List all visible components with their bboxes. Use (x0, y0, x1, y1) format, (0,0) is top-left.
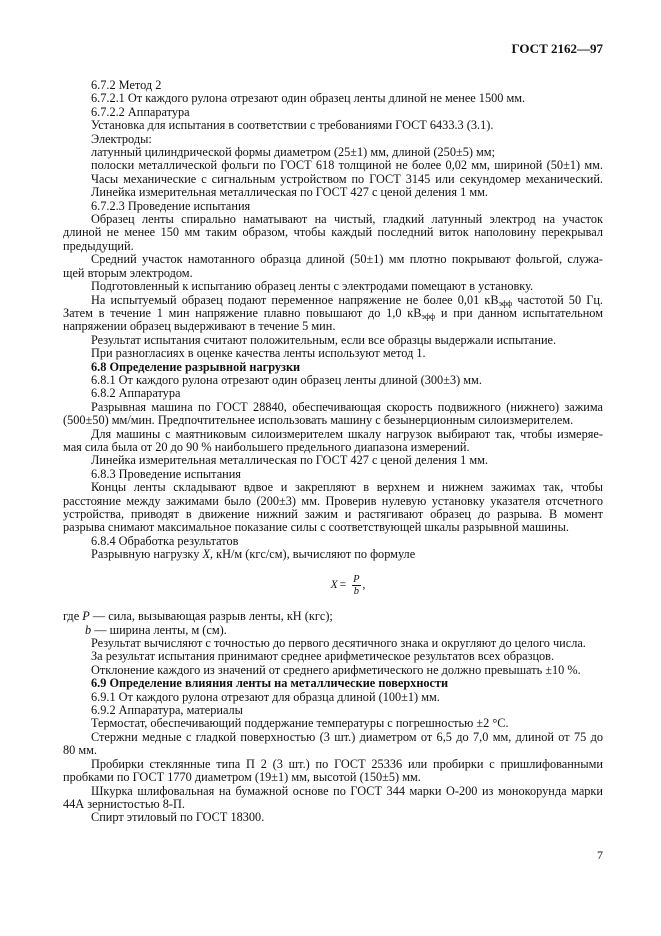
text-line (63, 637, 603, 650)
text-segment: 6.9.1 От каждого рулона отрезают для образца длиной (100±1) мм. (91, 689, 440, 704)
text-line (63, 200, 603, 213)
text-segment: напряжении образец выдерживают в течение 5 мин. (63, 319, 336, 334)
text-line (63, 771, 603, 784)
formula-equals: = (339, 579, 347, 592)
text-segment: разрыва снимают максимальное показание силы с соответствующей шкалы разрывной машины. (63, 520, 569, 535)
text-line (63, 347, 603, 360)
text-segment: щей вторым электродом. (63, 265, 193, 280)
text-line (63, 213, 603, 226)
text-segment: Пробирки стеклянные типа П 2 (3 шт.) по ГОСТ 25336 или пробирки с пришлифованными (91, 756, 603, 771)
text-line (63, 92, 603, 105)
text-line (63, 294, 603, 307)
text-segment: Отклонение каждого из значений от среднего арифметического не должно превышать ±10 %. (91, 662, 581, 677)
text-line (63, 481, 603, 494)
text-line (63, 401, 603, 414)
text-segment: Разрывная машина по ГОСТ 28840, обеспечивающая скорость подвижного (нижнего) зажима (91, 399, 603, 414)
text-segment: (500±50) мм/мин. Предпочтительнее использовать машину с безынерционным силоизмерителем. (63, 413, 574, 428)
text-line (63, 267, 603, 280)
text-line (63, 731, 603, 744)
text-segment: 80 мм. (63, 743, 98, 758)
text-segment: устройства, приводят в движение нижний зажим и растягивают образец до разрыва. В момент (63, 507, 603, 521)
text-segment: Установка для испытания в соответствии с требованиями ГОСТ 6433.3 (3.1). (91, 118, 494, 133)
text-line (63, 454, 603, 467)
text-segment: Шкурка шлифовальная на бумажной основе по ГОСТ 344 марки О-200 из монокорунда марки (91, 783, 603, 798)
text-segment: 44А зернистостью 8-П. (63, 796, 185, 811)
variable-symbol: X (202, 547, 210, 562)
text-segment: Средний участок намотанного образца длиной (50±1) мм плотно покрывают фольгой, служа- (91, 252, 603, 267)
text-line (63, 758, 603, 771)
text-line (63, 811, 603, 824)
text-line (63, 468, 603, 481)
subscript: эфф (421, 311, 436, 321)
text-line (63, 387, 603, 400)
document-body (63, 79, 603, 825)
text-segment: Результат испытания считают положительным, если все образцы выдержали испытание. (91, 332, 557, 347)
text-segment: — сила, вызывающая разрыв ленты, кН (кгс); (89, 609, 333, 624)
text-segment: Термостат, обеспечивающий поддержание температуры с погрешностью ±2 °С. (91, 716, 509, 731)
text-segment: При разногласиях в оценке качества ленты используют метод 1. (91, 346, 426, 361)
text-line (63, 650, 603, 663)
text-line (63, 717, 603, 730)
text-segment: 6.7.2.2 Аппаратура (91, 104, 190, 119)
text-segment: Результат вычисляют с точностью до первого десятичного знака и округляют до целого числа. (91, 636, 586, 651)
text-segment: Концы ленты складывают вдвое и закрепляют в верхнем и нижнем зажимах так, чтобы (91, 480, 603, 495)
text-line (63, 521, 603, 534)
section-heading-line (63, 677, 603, 690)
formula-lhs: X (330, 579, 338, 592)
text-segment: предыдущий. (63, 238, 134, 253)
text-segment: 6.9.2 Аппаратура, материалы (91, 703, 243, 718)
text-line (63, 704, 603, 717)
text-line (63, 226, 603, 239)
text-segment: 6.8.2 Аппаратура (91, 386, 181, 401)
text-line (63, 280, 603, 293)
text-segment: 6.7.2.1 От каждого рулона отрезают один образец ленты длиной не менее 1500 мм. (91, 91, 526, 106)
text-segment: 6.8.4 Обработка результатов (91, 533, 239, 548)
text-line (63, 441, 603, 454)
text-line (63, 320, 603, 333)
page-number: 7 (597, 848, 603, 862)
text-segment: и при данном испытательном (435, 305, 603, 320)
text-line (63, 374, 603, 387)
text-segment: Линейка измерительная металлическая по ГОСТ 427 с ценой деления 1 мм. (91, 453, 488, 468)
text-line (63, 79, 603, 92)
text-segment: 6.8 Определение разрывной нагрузки (91, 359, 301, 374)
text-segment: частотой 50 Гц. (512, 292, 603, 307)
text-line (63, 798, 603, 811)
text-line (63, 624, 603, 637)
text-segment: латунный цилиндрической формы диаметром (25±1) мм, длиной (250±5) мм; (91, 145, 496, 160)
section-heading-line (63, 361, 603, 374)
formula-numerator: P (353, 574, 360, 586)
formula-denominator: b (353, 586, 359, 598)
text-line (63, 146, 603, 159)
text-line (63, 253, 603, 266)
text-segment: Часы механические с сигнальным устройством по ГОСТ 3145 или секундомер механический. (91, 171, 603, 186)
document-header-id: ГОСТ 2162—97 (511, 41, 603, 56)
text-segment: длиной не менее 150 мм таким образом, чтобы каждый последний виток наполовину перекрывал (63, 225, 603, 240)
text-line (63, 159, 603, 172)
text-line (63, 785, 603, 798)
text-segment: Стержни медные с гладкой поверхностью (3 шт.) диаметром от 6,5 до 7,0 мм, длиной от 75 до (91, 729, 603, 744)
text-line (63, 535, 603, 548)
text-segment: За результат испытания принимают среднее арифметическое результатов всех образцов. (91, 649, 555, 664)
text-line (63, 106, 603, 119)
text-segment: Образец ленты спирально наматывают на чистый, гладкий латунный электрод на участок (91, 212, 603, 227)
text-line (63, 186, 603, 199)
text-segment: 6.8.3 Проведение испытания (91, 466, 241, 481)
text-line (63, 495, 603, 508)
text-segment: Линейка измерительная металлическая по ГОСТ 427 с ценой деления 1 мм. (91, 185, 488, 200)
text-line (63, 744, 603, 757)
text-segment: где (63, 609, 83, 624)
text-segment: 6.7.2.3 Проведение испытания (91, 198, 251, 213)
text-line (63, 610, 603, 623)
text-segment: Затем в течение 1 мин напряжение плавно повышают до 1,0 кВ (63, 305, 422, 320)
text-segment: 6.8.1 От каждого рулона отрезают один образец ленты длиной (300±3) мм. (91, 372, 482, 387)
text-line (63, 691, 603, 704)
text-line (63, 428, 603, 441)
text-segment: полоски металлической фольги по ГОСТ 618 толщиной не более 0,02 мм, шириной (50±1) мм. (91, 158, 603, 173)
text-line (63, 133, 603, 146)
text-segment: Подготовленный к испытанию образец ленты с электродами помещают в установку. (91, 279, 534, 294)
text-segment: мая сила была от 20 до 90 % наибольшего предельного диапазона измерений. (63, 439, 470, 454)
text-segment: Спирт этиловый по ГОСТ 18300. (91, 810, 265, 825)
text-segment: 6.9 Определение влияния ленты на металлические поверхности (91, 676, 449, 691)
text-line (63, 119, 603, 132)
text-line (63, 414, 603, 427)
text-line (63, 334, 603, 347)
text-segment: расстояние между зажимами было (200±3) мм. Проверив нулевую установку указателя отсчетного (63, 493, 603, 508)
subscript: эфф (498, 298, 513, 308)
variable-symbol: b (85, 622, 92, 637)
text-segment: Для машины с маятниковым силоизмерителем шкалу нагрузок выбирают так, чтобы измеряе- (91, 426, 603, 441)
text-line (63, 508, 603, 521)
formula-comma: , (362, 579, 366, 592)
formula (63, 562, 603, 611)
text-segment: Разрывную нагрузку (91, 547, 203, 562)
text-segment: — ширина ленты, м (см). (91, 622, 227, 637)
text-segment: На испытуемый образец подают переменное напряжение не более 0,01 кВ (91, 292, 499, 307)
text-segment: Электроды: (91, 131, 152, 146)
text-line (63, 307, 603, 320)
text-line (63, 240, 603, 253)
text-line (63, 664, 603, 677)
text-line (63, 173, 603, 186)
text-line (63, 548, 603, 561)
text-segment: , кН/м (кгс/см), вычисляют по формуле (209, 547, 416, 562)
text-segment: 6.7.2 Метод 2 (91, 78, 162, 92)
variable-symbol: P (82, 609, 90, 624)
formula-fraction (352, 574, 360, 597)
text-segment: пробками по ГОСТ 1770 диаметром (19±1) мм, высотой (150±5) мм. (63, 770, 421, 785)
